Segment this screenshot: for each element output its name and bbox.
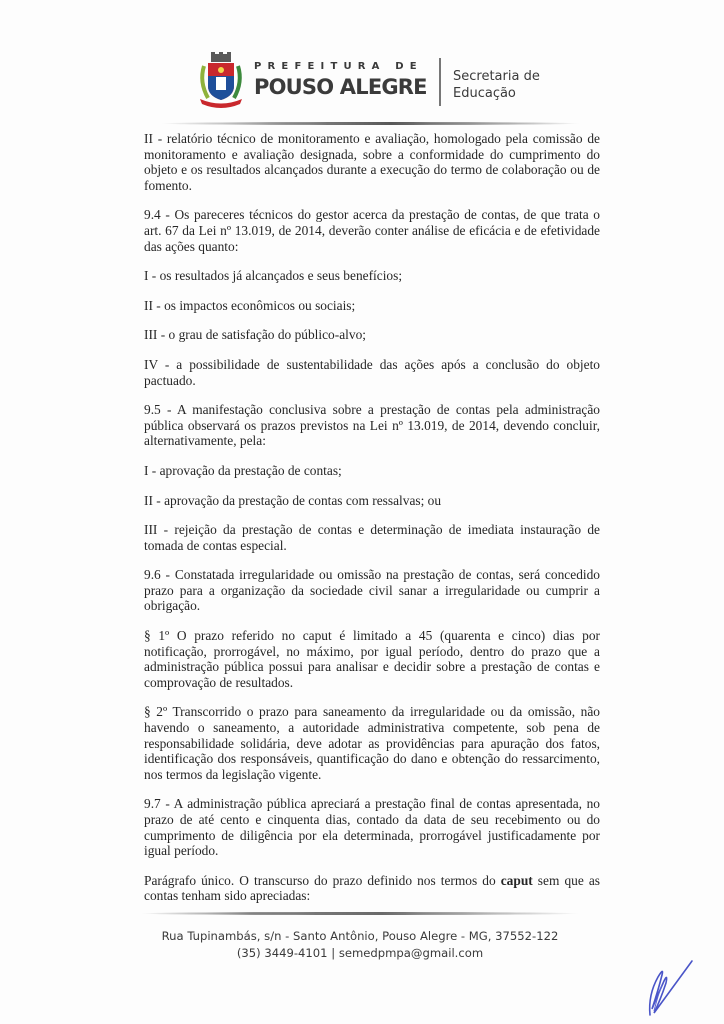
municipal-coat-of-arms-icon: [196, 52, 246, 110]
paragraph: 9.6 - Constatada irregularidade ou omissão na prestação de contas, será concedido prazo para a organização da sociedade civil sanar a irregularidade ou cumprir a obrigação.: [144, 567, 600, 614]
paragraph: III - rejeição da prestação de contas e determinação de imediata instauração de tomada de contas especial.: [144, 522, 600, 553]
paragraph: II - relatório técnico de monitoramento e avaliação, homologado pela comissão de monitoramento e avaliação designada, sobre a conformidade do cumprimento do objeto e os resultados alcançados durante a execução do termo de colaboração ou de fomento.: [144, 131, 600, 193]
text-run: sem que as contas tenham sido apreciadas:: [144, 872, 600, 904]
signature-initials: [640, 955, 700, 1021]
header-divider: [439, 58, 441, 106]
department-line-2: Educação: [453, 86, 516, 101]
paragraph: 9.7 - A administração pública apreciará a prestação final de contas apresentada, no prazo de até cento e cinquenta dias, contado da data de seu recebimento ou do cumprimento de diligência por ela determinada, prorrogável justificadamente por igual período.: [144, 796, 600, 859]
department-name: [453, 68, 540, 102]
paragraph: 9.4 - Os pareceres técnicos do gestor acerca da prestação de contas, de que trata o art. 67 da Lei nº 13.019, de 2014, deverão conter análise de eficácia e de efetividade das ações quanto:: [144, 207, 600, 254]
brand-top-text: PREFEITURA DE: [254, 61, 423, 72]
footer-contact: (35) 3449-4101 | semedpmpa@gmail.com: [236, 946, 484, 960]
paragraph: I - os resultados já alcançados e seus benefícios;: [144, 268, 403, 284]
header-rule: [160, 122, 580, 125]
footer: [130, 928, 590, 962]
brand-wordmark: [254, 61, 427, 99]
letterhead: [196, 50, 576, 112]
brand-main-text: POUSO ALEGRE: [254, 75, 427, 99]
footer-rule: [140, 912, 580, 915]
text-run: Parágrafo único. O transcurso do prazo definido nos termos do: [144, 872, 501, 888]
document-body: [144, 131, 600, 918]
paragraph-unico: [144, 873, 600, 904]
paragraph: I - aprovação da prestação de contas;: [144, 462, 342, 478]
paragraph: II - os impactos econômicos ou sociais;: [144, 297, 356, 313]
paragraph: § 2º Transcorrido o prazo para saneamento da irregularidade ou da omissão, não havendo o saneamento, a autoridade administrativa competente, sob pena de responsabilidade solidária, deve adotar as providências para apuração dos fatos, identificação dos responsáveis, quantificação do dano e obtenção do ressarcimento, nos termos da legislação vigente.: [144, 704, 600, 782]
paragraph: § 1º O prazo referido no caput é limitado a 45 (quarenta e cinco) dias por notificação, prorrogável, no máximo, por igual período, dentro do prazo que a administração pública possui para analisar e decidir sobre a prestação de contas e comprovação de resultados.: [144, 628, 600, 690]
paragraph: III - o grau de satisfação do público-alvo;: [144, 327, 366, 343]
footer-address: Rua Tupinambás, s/n - Santo Antônio, Pouso Alegre - MG, 37552-122: [161, 929, 559, 943]
bold-term: caput: [500, 872, 533, 888]
paragraph: IV - a possibilidade de sustentabilidade das ações após a conclusão do objeto pactuado.: [144, 356, 600, 388]
department-line-1: Secretaria de: [453, 69, 540, 84]
paragraph: II - aprovação da prestação de contas com ressalvas; ou: [144, 492, 442, 508]
paragraph: 9.5 - A manifestação conclusiva sobre a prestação de contas pela administração pública observará os prazos previstos na Lei nº 13.019, de 2014, devendo concluir, alternativamente, pela:: [144, 402, 600, 449]
